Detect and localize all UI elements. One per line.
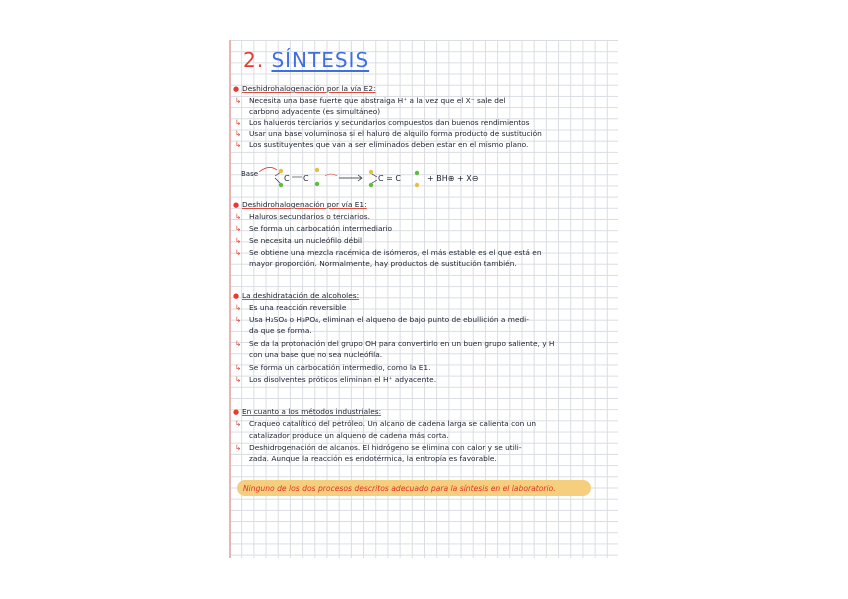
list-item: ↳ Se forma un carbocatión intermediario (235, 224, 393, 233)
arrow-icon: ↳ (235, 224, 242, 233)
list-item: zada. Aunque la reacción es endotérmica, la entropía es favorable. (249, 454, 497, 463)
atom-icon (415, 171, 419, 175)
section-heading-e2: ● Deshidrohalogenación por la vía E2: (233, 84, 376, 93)
arrow-icon: ↳ (235, 96, 242, 105)
list-item: ↳ Los halueros terciarios y secundarios compuestos dan buenos rendimientos (235, 118, 530, 127)
list-item: ↳ Haluros secundarios o terciarios. (235, 212, 370, 221)
list-item: carbono adyacente (es simultáneo) (249, 107, 381, 116)
list-item: catalizador produce un alqueno de cadena más corta. (249, 431, 449, 440)
arrow-icon: ↳ (235, 375, 242, 384)
bullet-icon: ● (233, 408, 240, 416)
list-item: ↳ Los sustituyentes que van a ser eliminados deben estar en el mismo plano. (235, 140, 529, 149)
section-heading-e1: ● Deshidrohalogenación por vía E1: (233, 200, 367, 209)
bullet-icon: ● (233, 292, 240, 300)
list-item: ↳ Usa H₂SO₄ o H₃PO₄, eliminan el alqueno de bajo punto de ebullición a medi- (235, 315, 529, 324)
scheme-base-label: Base (241, 170, 259, 178)
arrow-icon: ↳ (235, 419, 242, 428)
atom-icon (315, 182, 319, 186)
list-item: ↳ Se forma un carbocatión intermedio, como la E1. (235, 363, 431, 372)
list-item: ↳ Se da la protonación del grupo OH para convertirlo en un buen grupo saliente, y H (235, 339, 555, 348)
scheme-left-atom: C (284, 174, 290, 183)
atom-icon (315, 168, 319, 172)
list-item: ↳ Se necesita un nucleófilo débil (235, 236, 362, 245)
arrow-icon: ↳ (235, 339, 242, 348)
arrow-icon: ↳ (235, 212, 242, 221)
arrow-icon: ↳ (235, 118, 242, 127)
curved-arrow-icon (325, 174, 337, 176)
atom-icon (369, 170, 373, 174)
page-title (243, 49, 369, 71)
conclusion-note: Ninguno de los dos procesos descritos adecuado para la síntesis en el laboratorio. (243, 484, 556, 493)
list-item: mayor proporción. Normalmente, hay productos de sustitución también. (249, 259, 517, 268)
scheme-byproducts: + BH⊕ + X⊖ (427, 174, 479, 183)
notebook-page (229, 40, 618, 558)
list-item: da que se forma. (249, 326, 312, 335)
scheme-right-atom: C (303, 174, 309, 183)
list-item: ↳ Deshidrogenación de alcanos. El hidrógeno se elimina con calor y se utili- (235, 443, 522, 452)
arrow-icon: ↳ (235, 315, 242, 324)
list-item: ↳ Craqueo catalítico del petróleo. Un alcano de cadena larga se calienta con un (235, 419, 537, 428)
list-item: ↳ Es una reacción reversible (235, 303, 347, 312)
reaction-scheme (239, 162, 499, 192)
arrow-icon: ↳ (235, 443, 242, 452)
title-word: SÍNTESIS (271, 48, 370, 72)
list-item: ↳ Usar una base voluminosa si el haluro de alquilo forma producto de sustitución (235, 129, 542, 138)
arrow-icon: ↳ (235, 129, 242, 138)
section-heading-dehydration: ● La deshidratación de alcoholes: (233, 291, 360, 300)
arrow-icon: ↳ (235, 236, 242, 245)
bullet-icon: ● (233, 85, 240, 93)
atom-icon (369, 183, 373, 187)
scheme-product: C = C (378, 174, 401, 183)
atom-icon (279, 183, 283, 187)
atom-icon (279, 169, 283, 173)
arrow-icon: ↳ (235, 303, 242, 312)
curved-arrow-icon (259, 167, 277, 172)
arrow-icon: ↳ (235, 140, 242, 149)
arrow-icon: ↳ (235, 363, 242, 372)
list-item: ↳ Los disolventes próticos eliminan el H⁺ adyacente. (235, 375, 437, 384)
list-item: con una base que no sea nucleófila. (249, 350, 383, 359)
arrow-icon: ↳ (235, 248, 242, 257)
list-item: ↳ Necesita una base fuerte que abstraiga H⁺ a la vez que el X⁻ sale del (235, 96, 506, 105)
list-item: ↳ Se obtiene una mezcla racémica de isómeros, el más estable es el que está en (235, 248, 542, 257)
atom-icon (415, 183, 419, 187)
bullet-icon: ● (233, 201, 240, 209)
section-heading-industrial: ● En cuanto a los métodos industriales: (233, 407, 382, 416)
margin-line (229, 40, 231, 558)
title-number: 2. (243, 48, 265, 72)
